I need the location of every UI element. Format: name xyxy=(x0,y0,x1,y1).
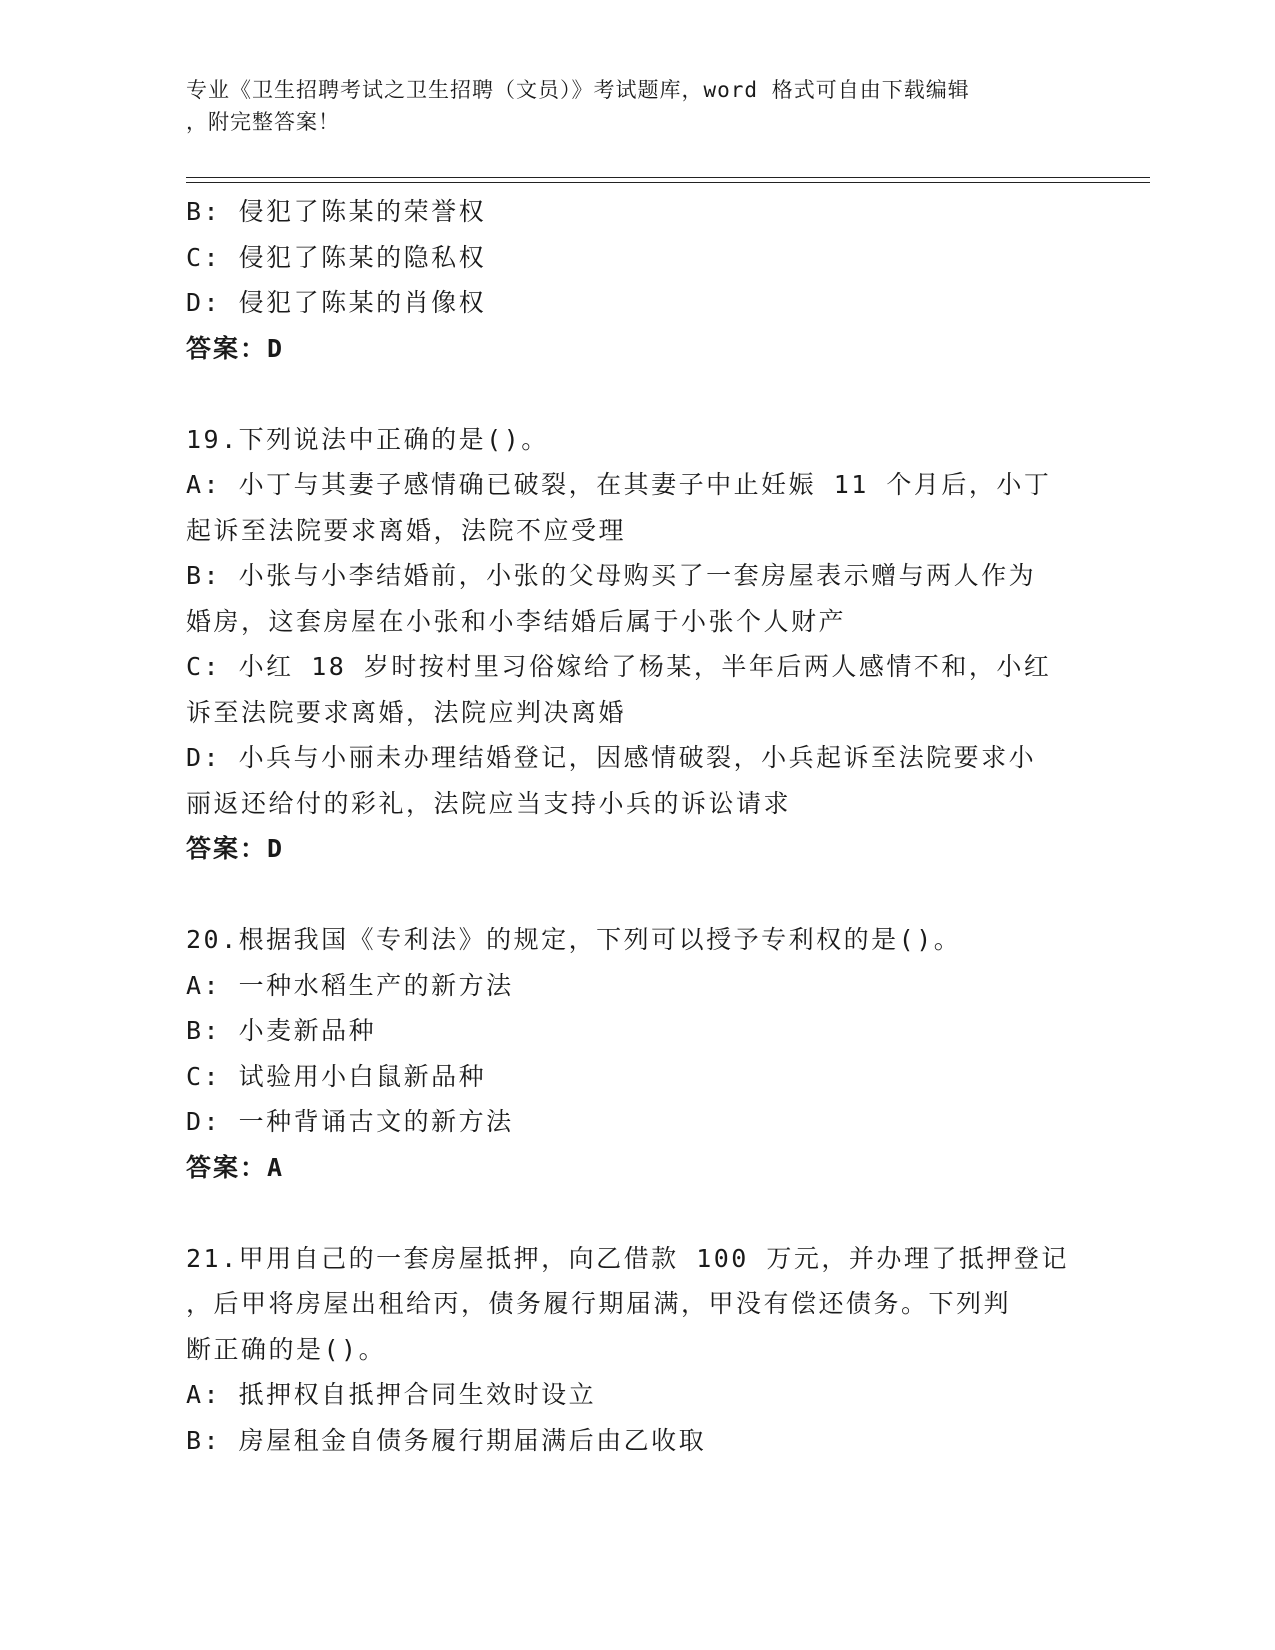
question-list xyxy=(186,189,1086,1463)
page-header xyxy=(186,74,1086,138)
q19-option-c-line-1: C: 小红 18 岁时按村里习俗嫁给了杨某，半年后两人感情不和，小红 xyxy=(186,652,1052,681)
question-21 xyxy=(186,1236,1086,1464)
q20-option-c: C: 试验用小白鼠新品种 xyxy=(186,1061,487,1091)
q19-option-b-line-2: 婚房，这套房屋在小张和小李结婚后属于小张个人财产 xyxy=(186,606,847,636)
q18-option-c: C: 侵犯了陈某的隐私权 xyxy=(186,242,487,272)
q21-option-b: B: 房屋租金自债务履行期届满后由乙收取 xyxy=(186,1425,707,1455)
q20-option-b: B: 小麦新品种 xyxy=(186,1016,377,1045)
q19-option-c-line-2: 诉至法院要求离婚，法院应判决离婚 xyxy=(186,697,627,727)
q18-option-b: B: 侵犯了陈某的荣誉权 xyxy=(186,197,487,226)
q19-option-a-line-1: A: 小丁与其妻子感情确已破裂，在其妻子中止妊娠 11 个月后，小丁 xyxy=(186,470,1052,499)
q20-option-a: A: 一种水稻生产的新方法 xyxy=(186,970,514,1000)
q20-option-d: D: 一种背诵古文的新方法 xyxy=(186,1107,514,1136)
question-19 xyxy=(186,417,1086,872)
q19-option-d-line-2: 丽返还给付的彩礼，法院应当支持小兵的诉讼请求 xyxy=(186,788,792,818)
question-18 xyxy=(186,189,1086,371)
question-20 xyxy=(186,917,1086,1190)
q19-option-d-line-1: D: 小兵与小丽未办理结婚登记，因感情破裂，小兵起诉至法院要求小 xyxy=(186,743,1037,772)
q21-option-a: A: 抵押权自抵押合同生效时设立 xyxy=(186,1380,597,1409)
header-divider-bottom xyxy=(186,182,1150,183)
spacer xyxy=(186,872,1086,918)
spacer xyxy=(186,1190,1086,1236)
q20-question: 20.根据我国《专利法》的规定，下列可以授予专利权的是()。 xyxy=(186,925,962,954)
header-line-2: ，附完整答案！ xyxy=(186,110,340,134)
q18-answer: 答案：D xyxy=(186,333,285,363)
q19-option-b-line-1: B: 小张与小李结婚前，小张的父母购买了一套房屋表示赠与两人作为 xyxy=(186,561,1037,590)
q21-question-line-1: 21.甲用自己的一套房屋抵押，向乙借款 100 万元，并办理了抵押登记 xyxy=(186,1243,1069,1273)
q19-question: 19.下列说法中正确的是()。 xyxy=(186,424,549,454)
spacer xyxy=(186,371,1086,417)
q19-option-a-line-2: 起诉至法院要求离婚，法院不应受理 xyxy=(186,515,627,545)
header-divider-top xyxy=(186,177,1150,178)
q21-question-line-3: 断正确的是()。 xyxy=(186,1334,387,1364)
q18-option-d: D: 侵犯了陈某的肖像权 xyxy=(186,288,487,317)
q21-question-line-2: ，后甲将房屋出租给丙，债务履行期届满，甲没有偿还债务。下列判 xyxy=(186,1289,1012,1318)
header-line-1: 专业《卫生招聘考试之卫生招聘（文员）》考试题库，word 格式可自由下载编辑 xyxy=(186,78,970,102)
q20-answer: 答案：A xyxy=(186,1152,285,1182)
q19-answer: 答案：D xyxy=(186,834,285,863)
